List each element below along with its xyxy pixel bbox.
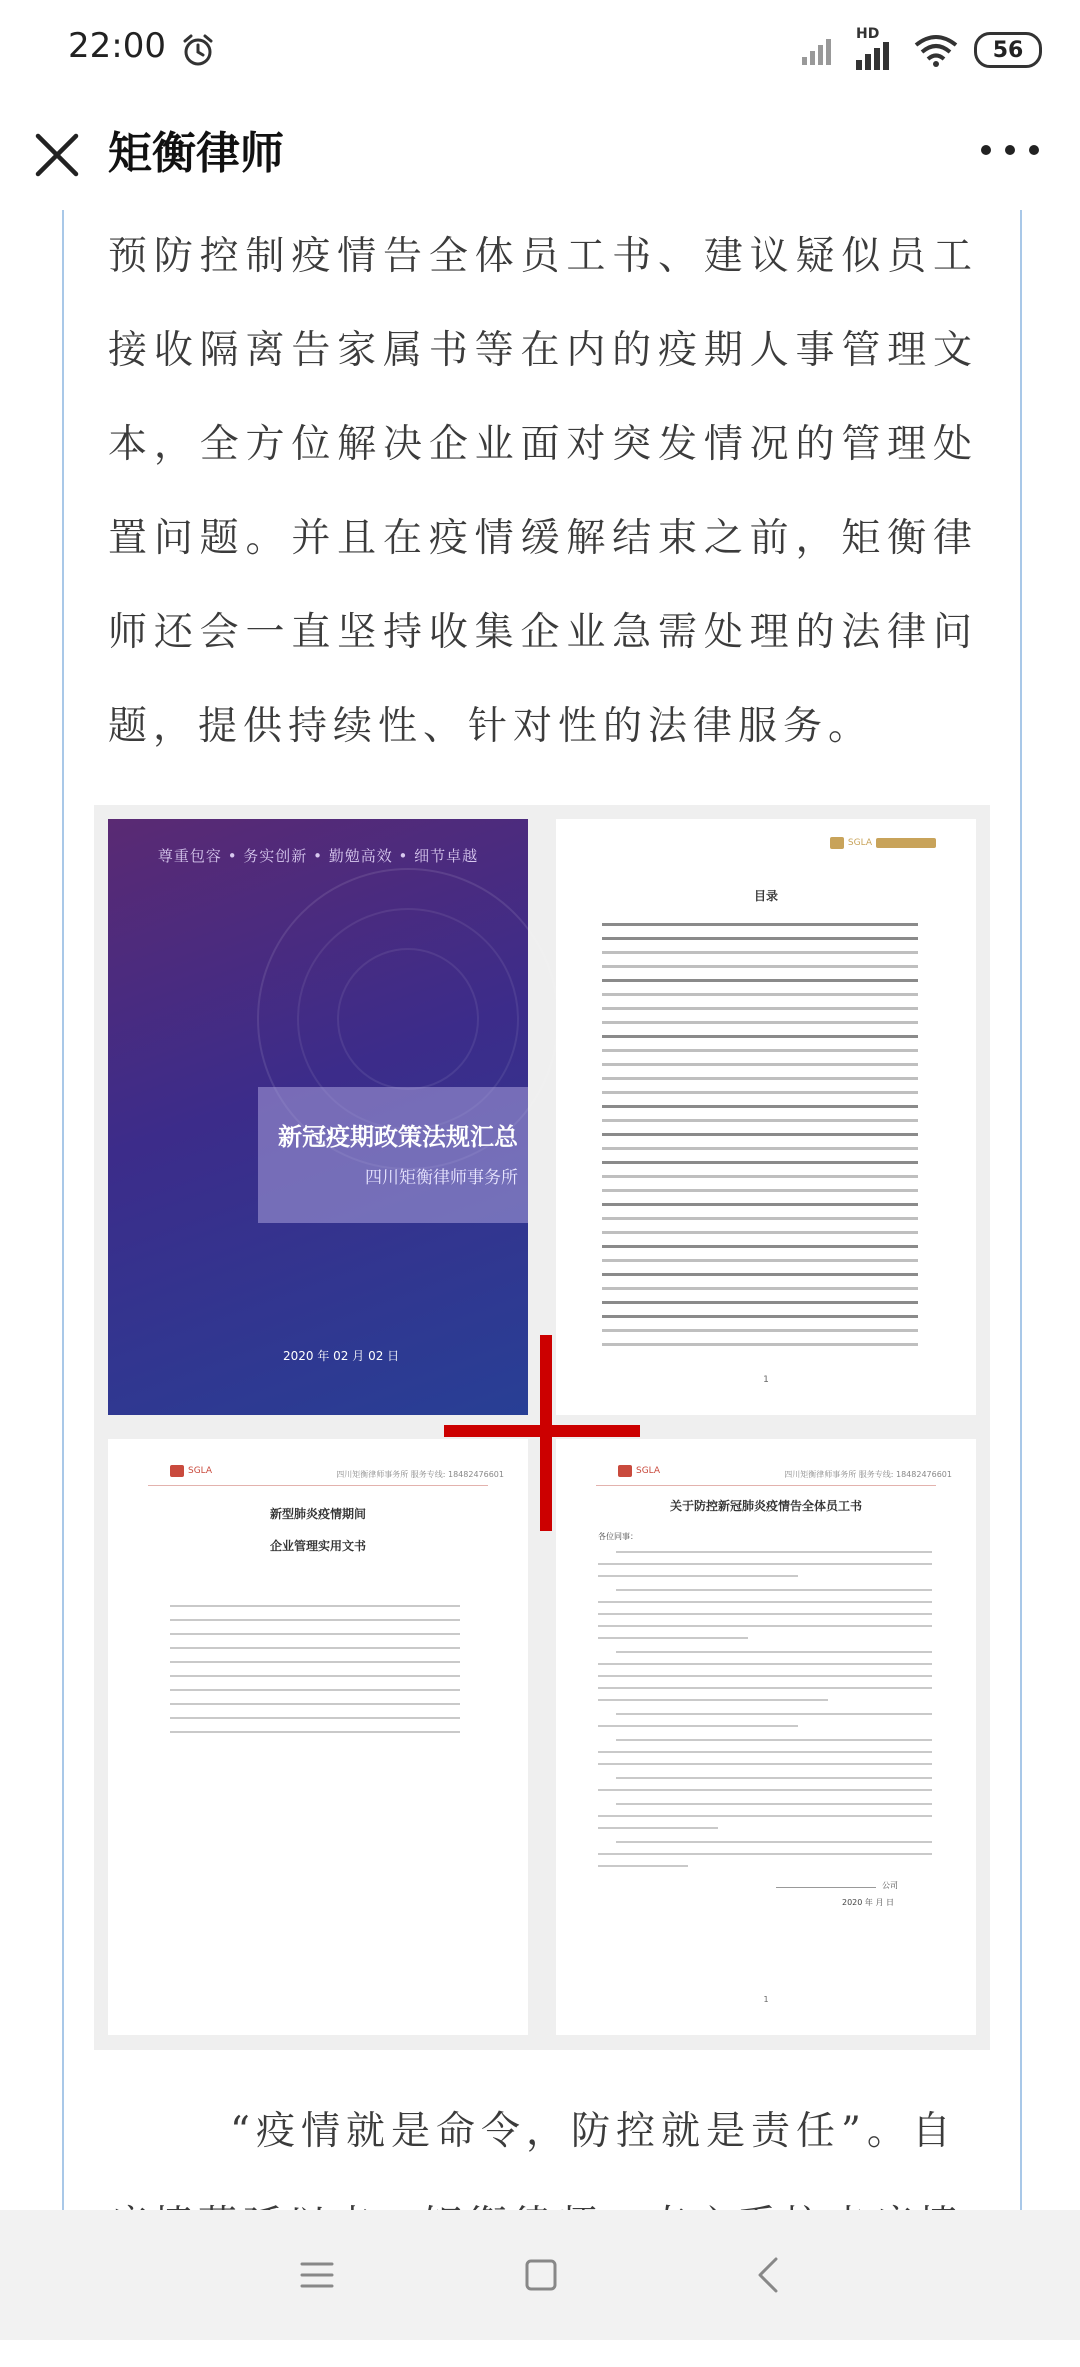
doc3-body-line — [598, 1663, 932, 1665]
doc3-logo-text: SGLA — [636, 1466, 661, 1476]
toc-line — [602, 1343, 918, 1346]
toc-line — [602, 965, 918, 968]
wifi-icon — [914, 33, 958, 67]
toc-line — [602, 1175, 918, 1178]
toc-line — [602, 1007, 918, 1010]
doc3-body-line — [616, 1589, 932, 1591]
cover-subtitle: 四川矩衡律师事务所 — [365, 1168, 518, 1188]
status-bar — [0, 0, 1080, 100]
doc2-header-right: 四川矩衡律师事务所 服务专线: 18482476601 — [336, 1470, 504, 1479]
toc-line — [602, 1049, 918, 1052]
doc3-body-line — [616, 1841, 932, 1843]
battery-icon — [974, 32, 1042, 68]
doc3-salutation: 各位同事： — [598, 1532, 638, 1541]
signal-icon — [800, 35, 838, 65]
cover-page — [108, 819, 528, 1415]
doc3-body-line — [598, 1601, 932, 1603]
doc3-body-line — [616, 1739, 932, 1741]
toc-line — [602, 1119, 918, 1122]
toc-line — [602, 979, 918, 982]
doc3-signoff-company: 公司 — [882, 1881, 898, 1890]
cover-title-band — [258, 1087, 528, 1223]
doc3-body-line — [616, 1803, 932, 1805]
alarm-icon — [180, 32, 216, 68]
doc2-list-line — [170, 1703, 460, 1705]
doc3-body-line — [616, 1651, 932, 1653]
toc-line — [602, 1147, 918, 1150]
status-time: 22:00 — [68, 26, 166, 66]
doc3-body-line — [616, 1551, 932, 1553]
doc2-logo — [170, 1465, 212, 1477]
toc-page-number: 1 — [763, 1375, 769, 1385]
more-icon[interactable] — [978, 138, 1042, 162]
back-icon[interactable] — [756, 2256, 780, 2294]
network-label: HD — [856, 26, 880, 42]
doc3-logo — [618, 1465, 660, 1477]
article-paragraph-2: “疫情就是命令，防控就是责任”。自 — [230, 2109, 957, 2154]
doc2-title-2: 企业管理实用文书 — [269, 1539, 366, 1553]
doc3-body-line — [598, 1827, 718, 1829]
toc-line — [602, 1259, 918, 1262]
doc3-header-right: 四川矩衡律师事务所 服务专线: 18482476601 — [784, 1470, 952, 1479]
doc2-list-line — [170, 1647, 460, 1649]
cover-motto: 尊重包容 • 务实创新 • 勤勉高效 • 细节卓越 — [157, 847, 479, 865]
close-icon[interactable] — [28, 126, 86, 184]
doc2-header-rule — [148, 1485, 488, 1486]
toc-line — [602, 1273, 918, 1276]
doc3-body-line — [598, 1699, 828, 1701]
toc-line — [602, 1063, 918, 1066]
toc-logo-text: SGLA — [847, 838, 872, 848]
doc3-body-line — [598, 1675, 932, 1677]
doc3-body-line — [598, 1625, 932, 1627]
doc3-body-line — [598, 1725, 798, 1727]
doc3-body-line — [598, 1613, 932, 1615]
doc3-body-line — [598, 1853, 932, 1855]
letter-page — [556, 1439, 976, 2035]
toc-logo — [830, 837, 936, 849]
top-nav-bar — [0, 100, 1080, 210]
toc-line — [602, 1105, 918, 1108]
toc-line — [602, 1189, 918, 1192]
doc2-list-line — [170, 1717, 460, 1719]
toc-line — [602, 1021, 918, 1024]
doc3-body-line — [598, 1865, 688, 1867]
toc-line — [602, 1161, 918, 1164]
doc2-list-line — [170, 1661, 460, 1663]
toc-line — [602, 1217, 918, 1220]
toc-line — [602, 1203, 918, 1206]
doc3-body-line — [598, 1815, 932, 1817]
signal-hd-icon — [854, 26, 898, 70]
document-collage-image[interactable] — [94, 805, 990, 2050]
doc3-body-line — [616, 1777, 932, 1779]
logo-banner-icon — [876, 838, 936, 848]
doc2-logo-text: SGLA — [188, 1466, 213, 1476]
doc3-body-line — [598, 1563, 932, 1565]
red-cross-vertical — [540, 1335, 552, 1531]
page-title: 矩衡律师 — [108, 128, 284, 179]
manual-cover-page — [108, 1439, 528, 2035]
status-icons — [800, 28, 1042, 72]
menu-icon[interactable] — [300, 2260, 334, 2290]
toc-line — [602, 951, 918, 954]
toc-line — [602, 1091, 918, 1094]
toc-line — [602, 993, 918, 996]
toc-title: 目录 — [753, 889, 778, 903]
toc-line — [602, 1315, 918, 1318]
doc3-page-number: 1 — [763, 1995, 769, 2004]
logo-mark-icon — [830, 837, 844, 849]
doc3-body-line — [598, 1637, 748, 1639]
toc-page — [556, 819, 976, 1415]
toc-line — [602, 1245, 918, 1248]
toc-line — [602, 1301, 918, 1304]
doc3-header-rule — [596, 1485, 936, 1486]
toc-line — [602, 1231, 918, 1234]
doc2-list-line — [170, 1619, 460, 1621]
doc3-body-line — [598, 1751, 932, 1753]
battery-level: 56 — [992, 37, 1024, 63]
doc3-title: 关于防控新冠肺炎疫情告全体员工书 — [669, 1499, 862, 1513]
toc-line — [602, 1133, 918, 1136]
doc3-body-line — [598, 1687, 932, 1689]
doc2-list-line — [170, 1633, 460, 1635]
doc2-list-line — [170, 1689, 460, 1691]
doc2-list-line — [170, 1605, 460, 1607]
doc3-body-line — [598, 1763, 932, 1765]
toc-line — [602, 923, 918, 926]
toc-line — [602, 1035, 918, 1038]
toc-line — [602, 937, 918, 940]
doc3-signature-rule — [776, 1887, 876, 1888]
doc3-signoff-date: 2020 年 月 日 — [842, 1898, 894, 1907]
doc3-body-line — [598, 1575, 798, 1577]
doc3-body-line — [598, 1789, 932, 1791]
doc2-list-line — [170, 1675, 460, 1677]
system-nav-bar — [0, 2210, 1080, 2340]
doc3-body-line — [616, 1713, 932, 1715]
article-body — [62, 210, 1022, 2210]
toc-line — [602, 1329, 918, 1332]
logo-mark-icon — [170, 1465, 184, 1477]
doc2-title-1: 新型肺炎疫情期间 — [269, 1507, 366, 1521]
toc-line — [602, 1077, 918, 1080]
logo-mark-icon — [618, 1465, 632, 1477]
doc2-list-line — [170, 1731, 460, 1733]
article-paragraph-1: 预防控制疫情告全体员工书、建议疑似员工接收隔离告家属书等在内的疫期人事管理文本，全方位解决企业面对突发情况的管理处置问题。并且在疫情缓解结束之前，矩衡律师还会一直坚持收集企业急需处理的法律问题，提供持续性、针对性的法律服务。 — [108, 234, 978, 749]
home-icon[interactable] — [524, 2258, 558, 2292]
cover-title: 新冠疫期政策法规汇总 — [278, 1123, 518, 1151]
cover-date: 2020 年 02 月 02 日 — [283, 1349, 400, 1363]
toc-line — [602, 1287, 918, 1290]
